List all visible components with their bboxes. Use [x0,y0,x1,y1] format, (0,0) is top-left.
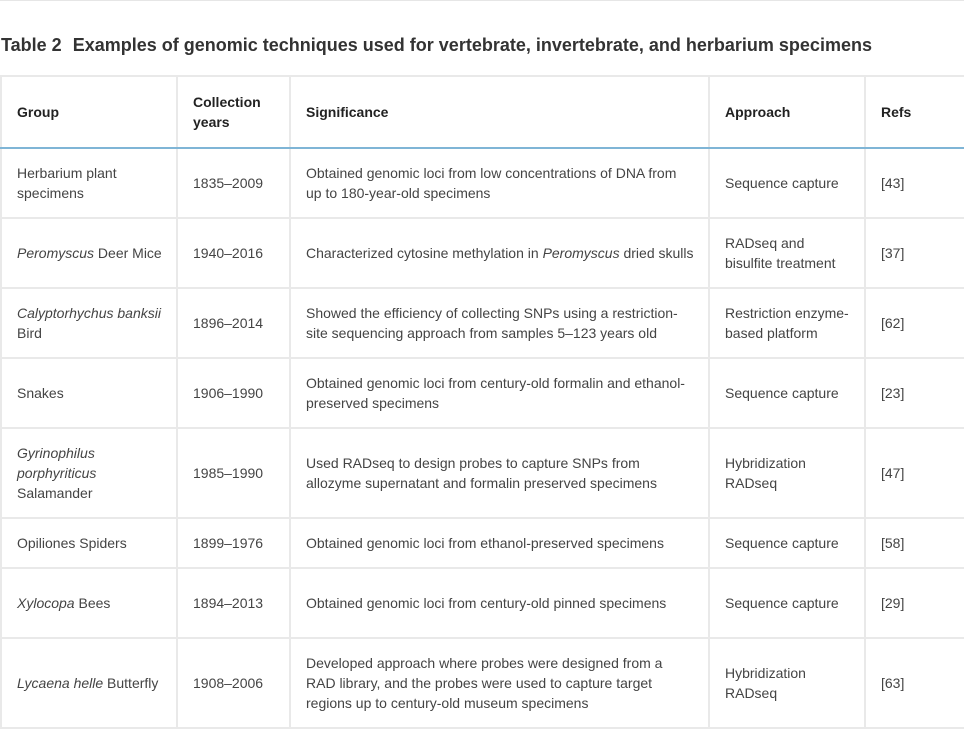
group-italic: Gyrinophilus porphyriticus [17,445,97,481]
years-cell: 1908–2006 [177,638,290,728]
years-cell: 1896–2014 [177,288,290,358]
years-cell: 1835–2009 [177,148,290,218]
significance-cell [290,358,709,428]
approach-cell: Sequence capture [709,518,865,568]
table-row [1,288,964,358]
top-divider [0,0,964,1]
significance-text: Developed approach where probes were designed from a RAD library, and the probes were used to capture target regions up to century-old museum specimens [306,655,663,711]
group-plain: Butterfly [103,675,159,691]
header-group: Group [1,76,177,148]
group-plain: Deer Mice [94,245,162,261]
group-plain: Salamander [17,485,93,501]
significance-text: Obtained genomic loci from century-old formalin and ethanol-preserved specimens [306,375,685,411]
table-row [1,148,964,218]
group-cell [1,288,177,358]
table-caption-number: Table 2 [1,35,62,55]
table-row [1,568,964,638]
years-cell: 1894–2013 [177,568,290,638]
approach-cell: Hybridization RADseq [709,638,865,728]
significance-italic: Peromyscus [542,245,620,261]
group-cell [1,428,177,518]
significance-cell [290,148,709,218]
years-cell: 1906–1990 [177,358,290,428]
approach-cell: Sequence capture [709,358,865,428]
significance-text: Characterized cytosine methylation in [306,245,543,261]
genomic-techniques-table [0,75,964,729]
significance-cell [290,568,709,638]
years-cell: 1985–1990 [177,428,290,518]
table-row [1,428,964,518]
group-plain: Bird [17,325,42,341]
ref-link[interactable]: [63] [865,638,964,728]
significance-text: Obtained genomic loci from century-old pinned specimens [306,595,667,611]
significance-cell [290,288,709,358]
table-row [1,518,964,568]
table-caption [1,35,872,56]
group-cell [1,638,177,728]
significance-cell [290,638,709,728]
years-cell: 1899–1976 [177,518,290,568]
significance-cell [290,518,709,568]
table-row [1,218,964,288]
group-plain: Bees [74,595,111,611]
approach-cell: RADseq and bisulfite treatment [709,218,865,288]
significance-text: Showed the efficiency of collecting SNPs using a restriction-site sequencing approach from samples 5–123 years old [306,305,678,341]
significance-text-end: dried skulls [619,245,694,261]
approach-cell: Hybridization RADseq [709,428,865,518]
table-caption-title: Examples of genomic techniques used for vertebrate, invertebrate, and herbarium specimens [72,35,872,55]
group-plain: Herbarium plant specimens [17,165,117,201]
ref-link[interactable]: [58] [865,518,964,568]
significance-text: Obtained genomic loci from ethanol-preserved specimens [306,535,664,551]
group-cell [1,148,177,218]
ref-link[interactable]: [62] [865,288,964,358]
ref-link[interactable]: [43] [865,148,964,218]
ref-link[interactable]: [23] [865,358,964,428]
header-collection-years: Collection years [177,76,290,148]
ref-link[interactable]: [29] [865,568,964,638]
group-cell [1,518,177,568]
approach-cell: Restriction enzyme-based platform [709,288,865,358]
group-italic: Lycaena helle [17,675,104,691]
group-cell [1,568,177,638]
significance-cell [290,218,709,288]
header-significance: Significance [290,76,709,148]
group-cell [1,218,177,288]
significance-text: Obtained genomic loci from low concentrations of DNA from up to 180-year-old specimens [306,165,677,201]
group-italic: Xylocopa [17,595,75,611]
table-row [1,638,964,728]
table-header-row [1,76,964,148]
years-cell: 1940–2016 [177,218,290,288]
significance-cell [290,428,709,518]
approach-cell: Sequence capture [709,148,865,218]
group-italic: Peromyscus [17,245,95,261]
table-row [1,358,964,428]
significance-text: Used RADseq to design probes to capture SNPs from allozyme supernatant and formalin preserved specimens [306,455,657,491]
group-plain: Snakes [17,385,64,401]
ref-link[interactable]: [37] [865,218,964,288]
approach-cell: Sequence capture [709,568,865,638]
group-cell [1,358,177,428]
group-plain: Opiliones Spiders [17,535,127,551]
header-refs: Refs [865,76,964,148]
header-approach: Approach [709,76,865,148]
group-italic: Calyptorhychus banksii [17,305,161,321]
ref-link[interactable]: [47] [865,428,964,518]
